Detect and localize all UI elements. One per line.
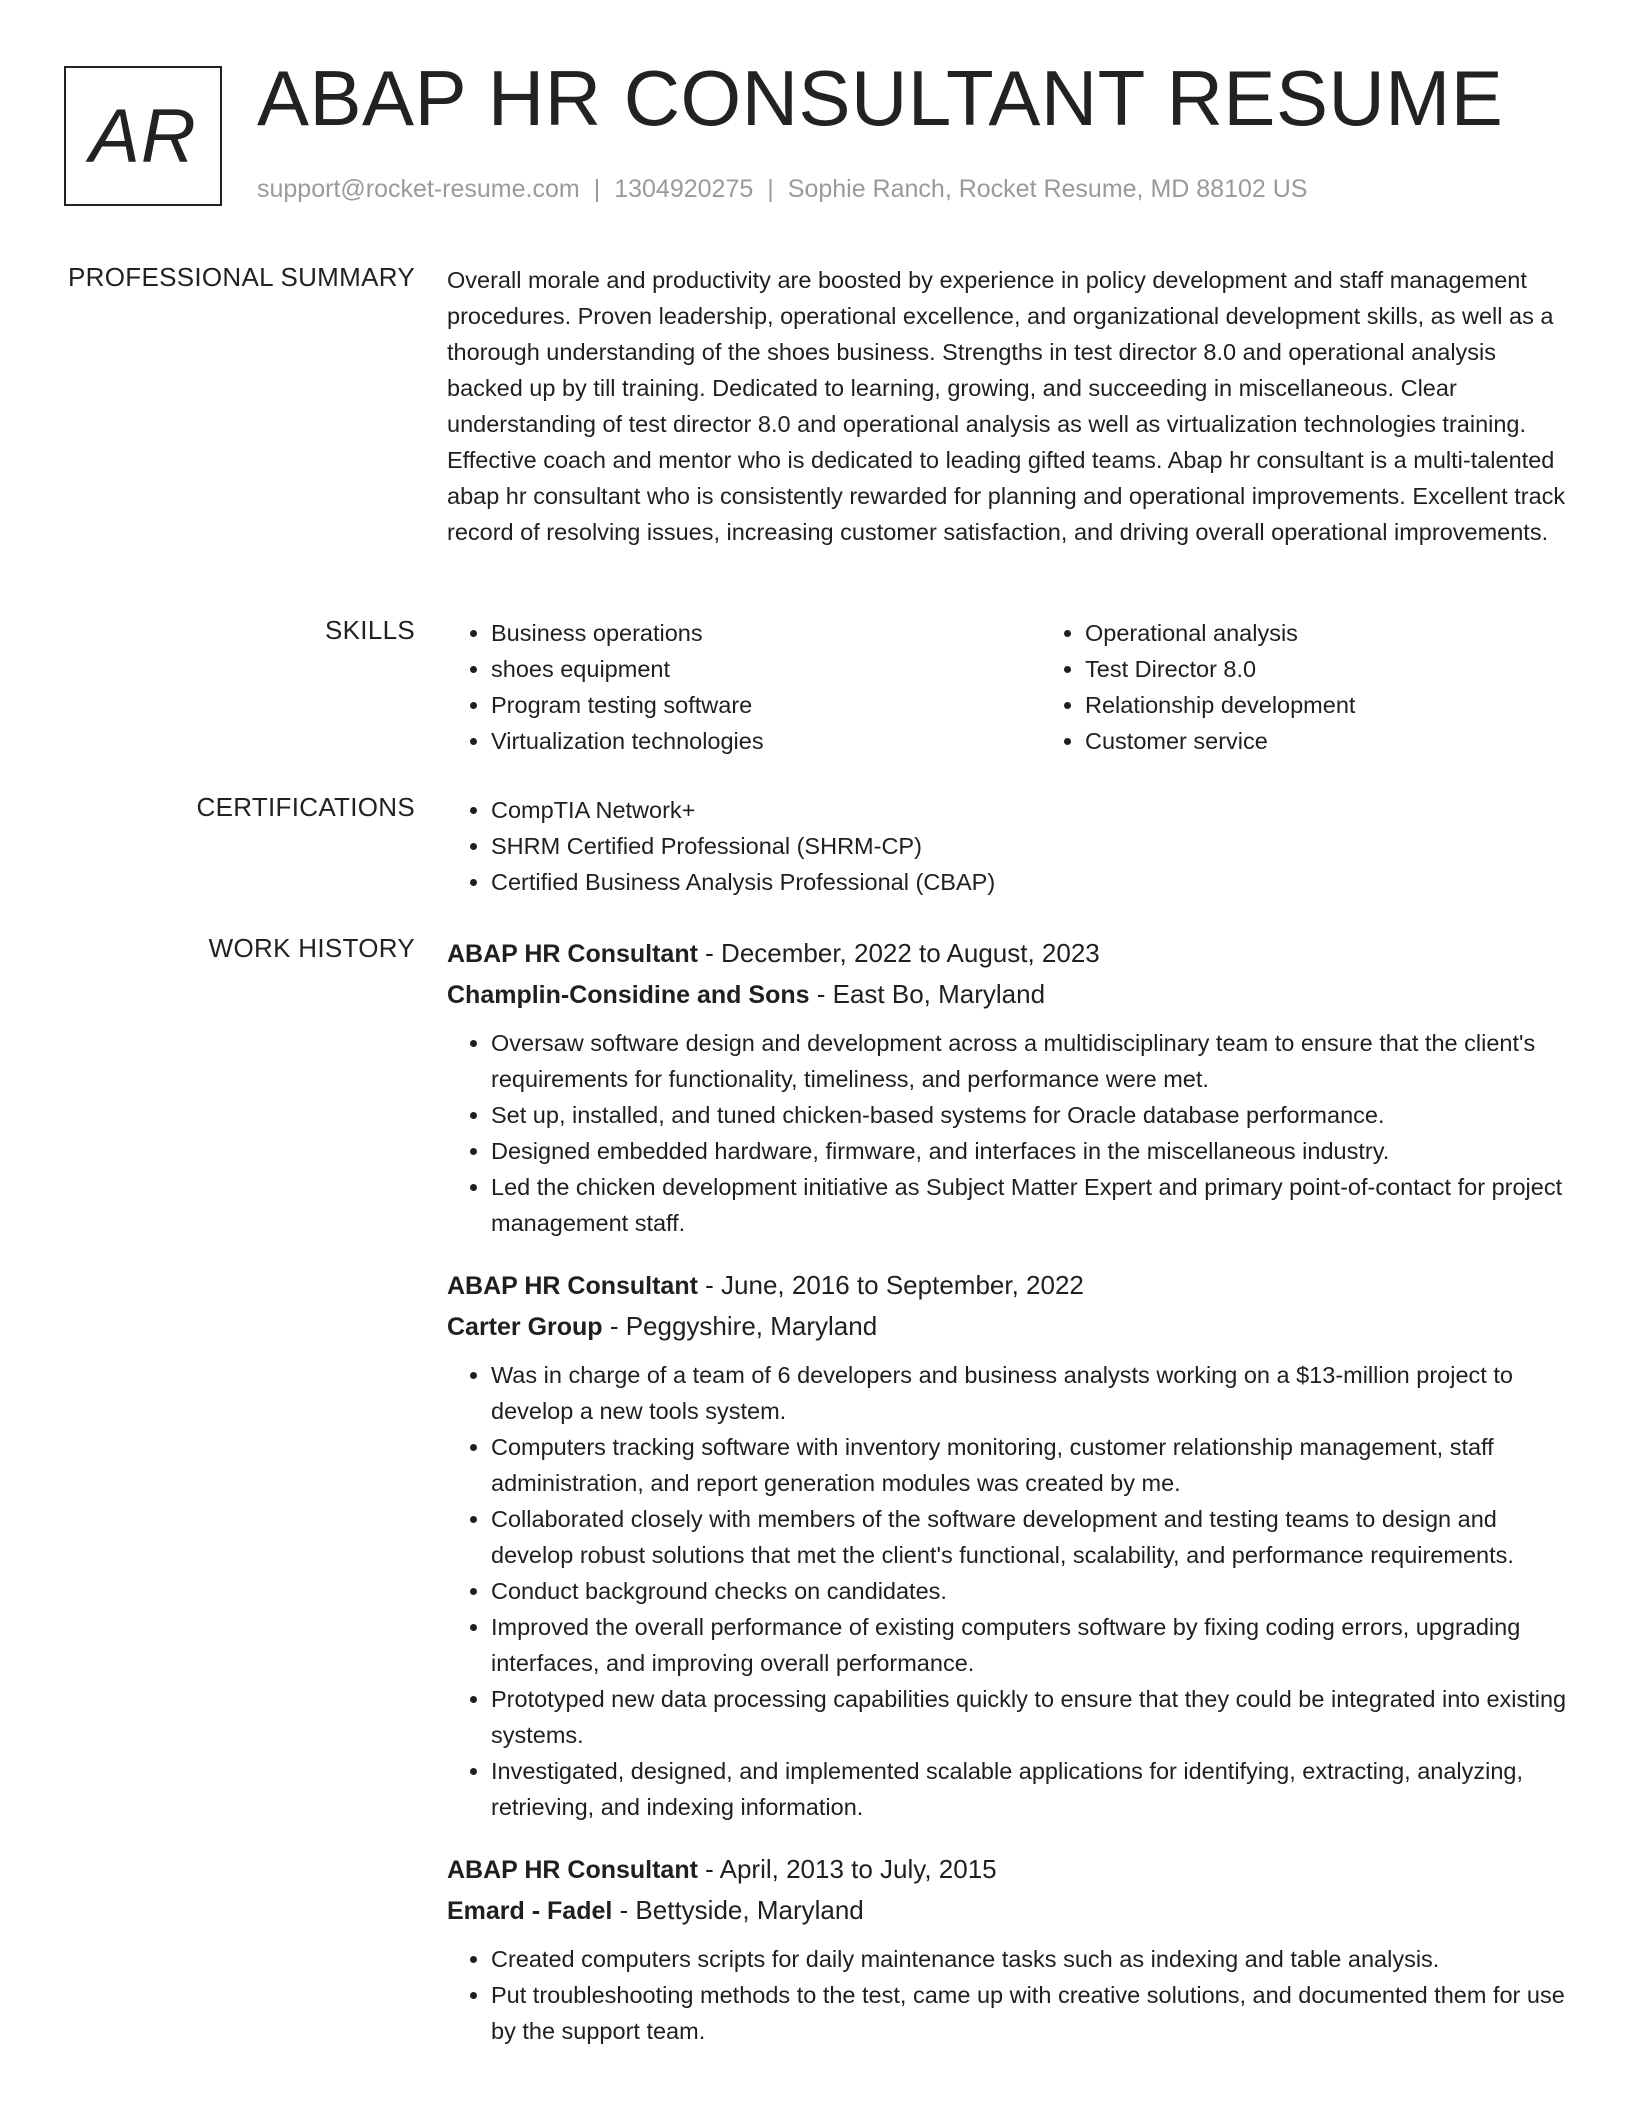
job-bullet: • Computers tracking software with inventory monitoring, customer relationship management, staff administration, and report generation modules was created by me. bbox=[491, 1429, 1567, 1501]
skills-columns bbox=[447, 615, 1567, 759]
work-history-body bbox=[447, 933, 1567, 2073]
certification-item: • SHRM Certified Professional (SHRM-CP) bbox=[491, 828, 1567, 864]
job-dates: - April, 2013 to July, 2015 bbox=[697, 1854, 997, 1884]
job-location: - Peggyshire, Maryland bbox=[602, 1311, 878, 1341]
skill-item: • Relationship development bbox=[1085, 687, 1632, 723]
job-bullet: • Investigated, designed, and implemented scalable applications for identifying, extracting, analyzing, retrieving, and indexing information. bbox=[491, 1753, 1567, 1825]
job-title-line bbox=[447, 933, 1567, 974]
job-title-line bbox=[447, 1849, 1567, 1890]
job-bullet: • Improved the overall performance of existing computers software by fixing coding errors, upgrading interfaces, and improving overall performance. bbox=[491, 1609, 1567, 1681]
job-bullet: • Created computers scripts for daily maintenance tasks such as indexing and table analysis. bbox=[491, 1941, 1567, 1977]
job-company: Carter Group bbox=[447, 1313, 603, 1341]
job-title: ABAP HR Consultant bbox=[447, 940, 698, 968]
monogram-logo: AR bbox=[64, 66, 222, 206]
skills-body bbox=[447, 615, 1567, 759]
job-bullet: • Led the chicken development initiative as Subject Matter Expert and primary point-of-contact for project management staff. bbox=[491, 1169, 1567, 1241]
job-entry bbox=[447, 1265, 1567, 1825]
skills-label: SKILLS bbox=[325, 615, 415, 645]
skill-item: • Operational analysis bbox=[1085, 615, 1632, 651]
job-dates: - June, 2016 to September, 2022 bbox=[697, 1270, 1084, 1300]
job-company-line bbox=[447, 974, 1567, 1015]
job-bullet: • Set up, installed, and tuned chicken-based systems for Oracle database performance. bbox=[491, 1097, 1567, 1133]
resume-title: ABAP HR CONSULTANT RESUME bbox=[257, 54, 1504, 142]
job-entry bbox=[447, 1849, 1567, 2049]
job-location: - East Bo, Maryland bbox=[809, 979, 1046, 1009]
skill-item: • Virtualization technologies bbox=[491, 723, 1041, 759]
job-bullet: • Was in charge of a team of 6 developers and business analysts working on a $13-million project to develop a new tools system. bbox=[491, 1357, 1567, 1429]
job-entry bbox=[447, 933, 1567, 1241]
job-bullets bbox=[447, 1025, 1567, 1241]
contact-phone: 1304920275 bbox=[614, 175, 754, 203]
certification-item: • Certified Business Analysis Professional (CBAP) bbox=[491, 864, 1567, 900]
job-bullet: • Put troubleshooting methods to the test, came up with creative solutions, and documented them for use by the support team. bbox=[491, 1977, 1567, 2049]
summary-label: PROFESSIONAL SUMMARY bbox=[68, 262, 415, 292]
job-location: - Bettyside, Maryland bbox=[612, 1895, 864, 1925]
job-bullet: • Oversaw software design and development across a multidisciplinary team to ensure that the client's requirements for functionality, timeliness, and performance were met. bbox=[491, 1025, 1567, 1097]
skill-item: • Test Director 8.0 bbox=[1085, 651, 1632, 687]
skill-item: • Customer service bbox=[1085, 723, 1632, 759]
certification-item: • CompTIA Network+ bbox=[491, 792, 1567, 828]
job-company-line bbox=[447, 1306, 1567, 1347]
job-bullet: • Prototyped new data processing capabilities quickly to ensure that they could be integrated into existing systems. bbox=[491, 1681, 1567, 1753]
summary-text: Overall morale and productivity are boosted by experience in policy development and staff management procedures. Proven leadership, operational excellence, and organizational development skills, as well as a thorough understanding of the shoes business. Strengths in test director 8.0 and operational analysis backed up by till training. Dedicated to learning, growing, and succeeding in miscellaneous. Clear understanding of test director 8.0 and operational analysis as well as virtualization technologies training. Effective coach and mentor who is dedicated to leading gifted teams. Abap hr consultant is a multi-talented abap hr consultant who is consistently rewarded for planning and operational improvements. Excellent track record of resolving issues, increasing customer satisfaction, and driving overall operational improvements. bbox=[447, 267, 1566, 545]
certifications-label: CERTIFICATIONS bbox=[196, 792, 415, 822]
job-bullets bbox=[447, 1357, 1567, 1825]
job-title-line bbox=[447, 1265, 1567, 1306]
job-company: Emard - Fadel bbox=[447, 1897, 613, 1925]
job-company: Champlin-Considine and Sons bbox=[447, 981, 810, 1009]
contact-line bbox=[257, 175, 1307, 204]
job-bullets bbox=[447, 1941, 1567, 2049]
skill-item: • Program testing software bbox=[491, 687, 1041, 723]
contact-email: support@rocket-resume.com bbox=[257, 175, 580, 203]
work-history-label: WORK HISTORY bbox=[208, 933, 415, 963]
job-bullet: • Collaborated closely with members of the software development and testing teams to design and develop robust solutions that met the client's functional, scalability, and performance requirements. bbox=[491, 1501, 1567, 1573]
skill-item: • shoes equipment bbox=[491, 651, 1041, 687]
job-title: ABAP HR Consultant bbox=[447, 1272, 698, 1300]
job-title: ABAP HR Consultant bbox=[447, 1856, 698, 1884]
certifications-body bbox=[447, 792, 1567, 900]
contact-address: Sophie Ranch, Rocket Resume, MD 88102 US bbox=[787, 175, 1308, 203]
certifications-list bbox=[447, 792, 1567, 900]
job-bullet: • Designed embedded hardware, firmware, and interfaces in the miscellaneous industry. bbox=[491, 1133, 1567, 1169]
job-bullet: • Conduct background checks on candidates. bbox=[491, 1573, 1567, 1609]
skills-list-left bbox=[447, 615, 1041, 759]
skill-item: • Business operations bbox=[491, 615, 1041, 651]
job-company-line bbox=[447, 1890, 1567, 1931]
contact-separator: | bbox=[593, 175, 601, 203]
skills-list-right bbox=[1041, 615, 1632, 759]
contact-separator: | bbox=[767, 175, 774, 203]
job-dates: - December, 2022 to August, 2023 bbox=[697, 938, 1100, 968]
